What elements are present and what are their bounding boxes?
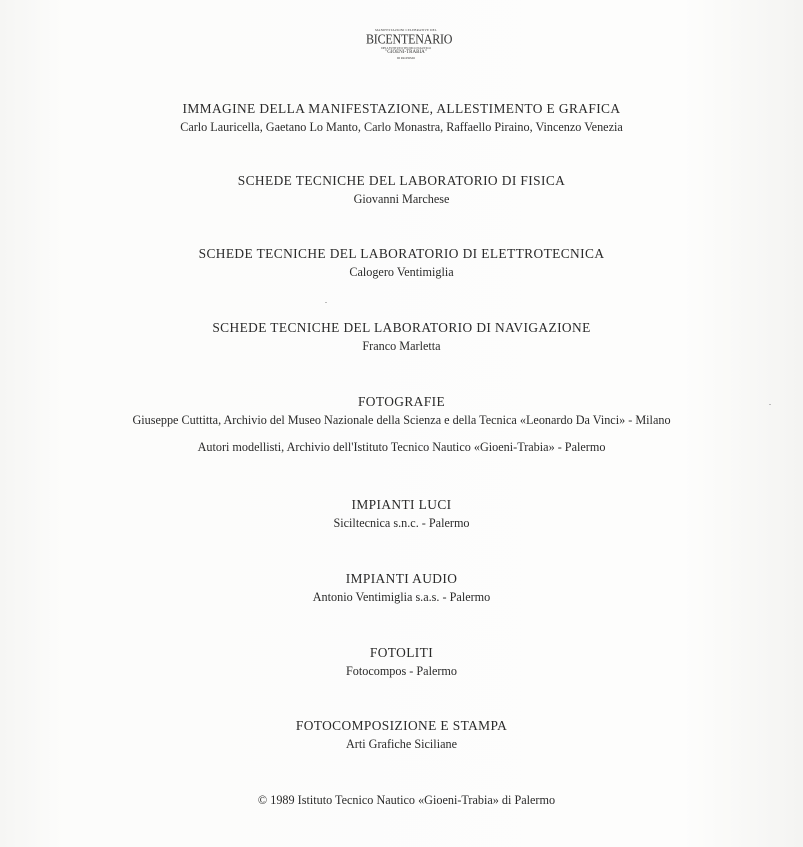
section-fotoliti	[0, 644, 803, 680]
section-heading: IMPIANTI LUCI	[351, 497, 452, 512]
section-fisica	[0, 172, 803, 208]
section-immagine	[0, 100, 803, 136]
section-credit: Giuseppe Cuttitta, Archivio del Museo Nazionale della Scienza e della Tecnica «Leonardo Da Vinci» - Milano	[132, 413, 671, 427]
section-credit: Carlo Lauricella, Gaetano Lo Manto, Carlo Monastra, Raffaello Piraino, Vincenzo Venezia	[180, 120, 623, 134]
section-heading: IMPIANTI AUDIO	[345, 571, 458, 586]
section-heading: SCHEDE TECNICHE DEL LABORATORIO DI ELETTROTECNICA	[198, 246, 605, 261]
section-heading: FOTOLITI	[369, 645, 434, 660]
section-credit: Giovanni Marchese	[353, 192, 450, 206]
logo-school-name: "GIOENI-TRABIA"	[385, 50, 427, 55]
logo-sub-line: DELL'ISTITUTO TECNICO NAUTICO	[381, 46, 431, 50]
section-elettrotecnica	[0, 245, 803, 281]
section-heading: SCHEDE TECNICHE DEL LABORATORIO DI NAVIGAZIONE	[212, 320, 591, 335]
section-heading: SCHEDE TECNICHE DEL LABORATORIO DI FISICA	[237, 173, 566, 188]
copyright-line: © 1989 Istituto Tecnico Nautico «Gioeni-Trabia» di Palermo	[257, 793, 556, 807]
section-credit: Arti Grafiche Siciliane	[346, 737, 457, 751]
section-heading: FOTOCOMPOSIZIONE E STAMPA	[295, 718, 508, 733]
logo-city: DI PALERMO	[397, 56, 415, 60]
bicentenario-logo	[366, 28, 453, 76]
section-impianti-audio	[0, 570, 803, 606]
section-impianti-luci	[0, 496, 803, 532]
section-heading: FOTOGRAFIE	[357, 394, 446, 409]
section-fotocomposizione	[0, 717, 803, 753]
section-navigazione	[0, 319, 803, 355]
logo-main-text: BICENTENARIO	[366, 30, 453, 47]
logo-top-line: MANIFESTAZIONI CELEBRATIVE DEL	[375, 28, 437, 32]
section-credit-extra: Autori modellisti, Archivio dell'Istituto Tecnico Nautico «Gioeni-Trabia» - Palermo	[197, 440, 606, 454]
section-heading: IMMAGINE DELLA MANIFESTAZIONE, ALLESTIMENTO E GRAFICA	[182, 101, 621, 116]
section-credit: Franco Marletta	[362, 339, 441, 353]
section-credit: Antonio Ventimiglia s.a.s. - Palermo	[312, 590, 491, 604]
section-credit: Fotocompos - Palermo	[345, 664, 458, 678]
section-fotografie	[0, 393, 803, 456]
section-credit: Calogero Ventimiglia	[349, 265, 454, 279]
paper-speck	[325, 302, 327, 303]
paper-speck	[769, 404, 771, 405]
section-credit: Siciltecnica s.n.c. - Palermo	[333, 516, 470, 530]
